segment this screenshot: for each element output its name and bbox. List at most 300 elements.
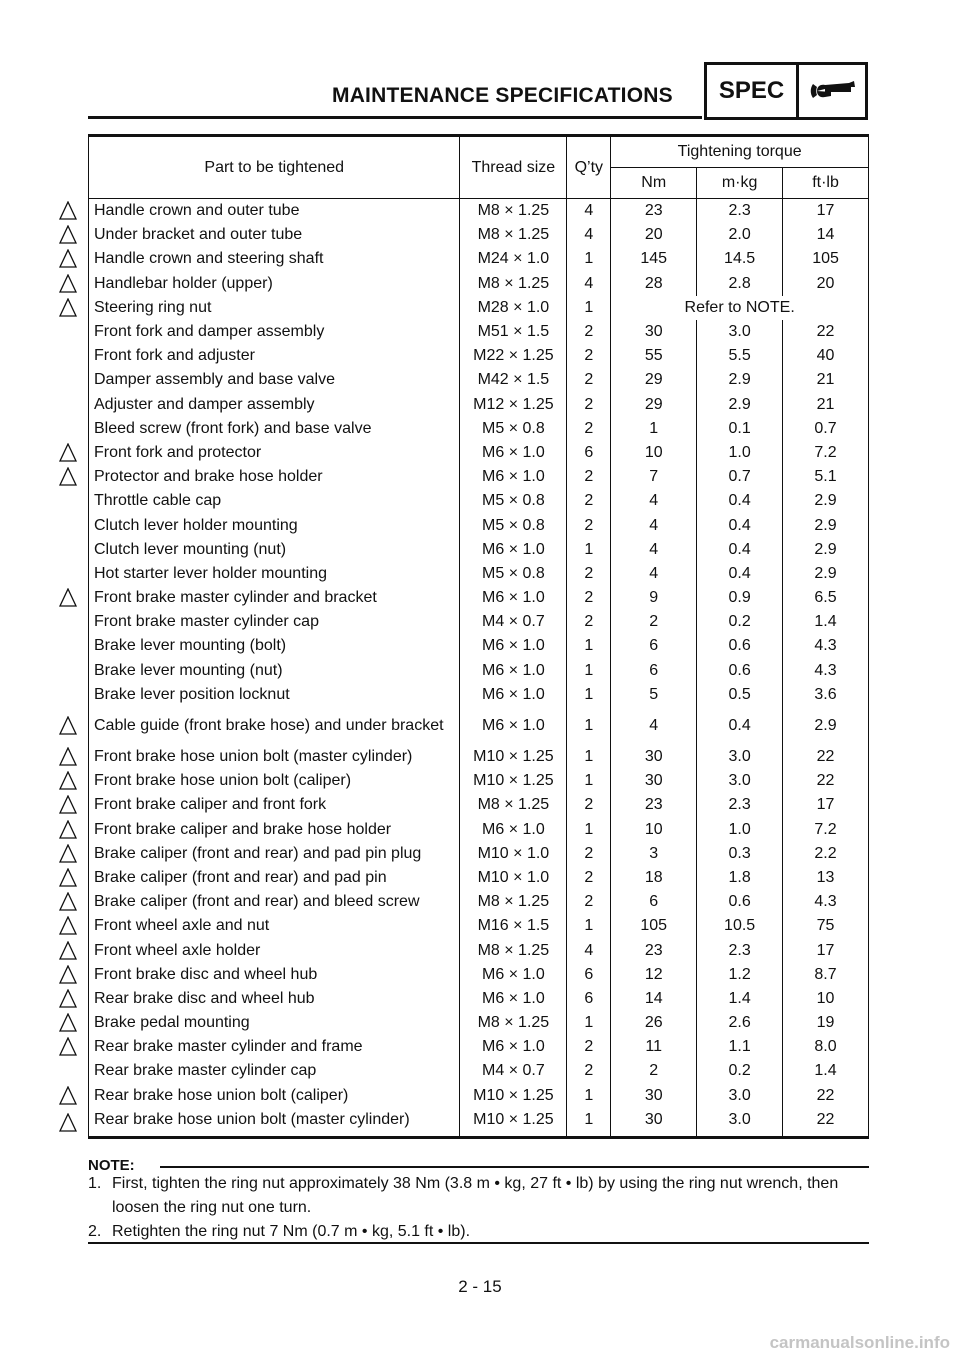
table-row	[89, 562, 869, 586]
cell-mkg: 1.8	[697, 866, 783, 890]
cell-nm: 4	[611, 489, 697, 513]
note-item-number: 2.	[88, 1223, 102, 1240]
cell-thread-size: M8 × 1.25	[460, 199, 567, 224]
cell-ftlb: 7.2	[783, 818, 869, 842]
cell-thread-size: M22 × 1.25	[460, 344, 567, 368]
cell-mkg: 3.0	[697, 745, 783, 769]
cell-qty: 1	[567, 538, 611, 562]
cell-mkg: 3.0	[697, 769, 783, 793]
lock-triangle-icon	[58, 467, 78, 487]
lock-triangle-icon	[58, 916, 78, 936]
table-row	[89, 247, 869, 271]
cell-part: Front fork and protector	[89, 441, 460, 465]
cell-nm: 11	[611, 1035, 697, 1059]
cell-qty: 1	[567, 659, 611, 683]
cell-nm: 6	[611, 890, 697, 914]
cell-ftlb: 17	[783, 938, 869, 962]
table-row	[89, 513, 869, 537]
note-item	[88, 1220, 873, 1244]
cell-thread-size: M6 × 1.0	[460, 1035, 567, 1059]
cell-ftlb: 40	[783, 344, 869, 368]
cell-qty: 2	[567, 610, 611, 634]
cell-mkg: 2.3	[697, 793, 783, 817]
cell-ftlb: 6.5	[783, 586, 869, 610]
cell-part: Rear brake master cylinder cap	[89, 1059, 460, 1083]
cell-ftlb: 8.7	[783, 963, 869, 987]
table-row	[89, 793, 869, 817]
cell-part: Handle crown and steering shaft	[89, 247, 460, 271]
cell-part: Brake lever mounting (nut)	[89, 659, 460, 683]
cell-ftlb: 4.3	[783, 659, 869, 683]
page-title: MAINTENANCE SPECIFICATIONS	[332, 84, 673, 107]
lock-triangle-icon	[58, 820, 78, 840]
lock-triangle-icon	[58, 249, 78, 269]
cell-thread-size: M28 × 1.0	[460, 296, 567, 320]
cell-mkg: 1.0	[697, 441, 783, 465]
table-body	[89, 199, 869, 1138]
cell-mkg: 0.4	[697, 513, 783, 537]
table-row	[89, 296, 869, 320]
lock-triangle-icon	[58, 588, 78, 608]
cell-qty: 2	[567, 393, 611, 417]
cell-nm: 23	[611, 938, 697, 962]
cell-mkg: 3.0	[697, 1108, 783, 1138]
lock-triangle-icon	[58, 1113, 78, 1133]
header-mkg: m·kg	[697, 168, 783, 199]
lock-triangle-icon	[58, 771, 78, 791]
cell-nm: 30	[611, 745, 697, 769]
cell-ftlb: 5.1	[783, 465, 869, 489]
cell-nm: 6	[611, 659, 697, 683]
table-row	[89, 914, 869, 938]
cell-qty: 6	[567, 987, 611, 1011]
cell-qty: 4	[567, 223, 611, 247]
cell-mkg: 1.4	[697, 987, 783, 1011]
cell-ftlb: 17	[783, 793, 869, 817]
note-item-text: First, tighten the ring nut approximately 38 Nm (3.8 m • kg, 27 ft • lb) by using the ring nut wrench, then loosen the ring nut one turn.	[112, 1175, 839, 1216]
cell-part: Front brake hose union bolt (caliper)	[89, 769, 460, 793]
cell-thread-size: M10 × 1.25	[460, 745, 567, 769]
cell-ftlb: 0.7	[783, 417, 869, 441]
cell-thread-size: M8 × 1.25	[460, 1011, 567, 1035]
cell-nm: 23	[611, 793, 697, 817]
note-item-text: Retighten the ring nut 7 Nm (0.7 m • kg, 5.1 ft • lb).	[112, 1223, 471, 1240]
cell-ftlb: 1.4	[783, 610, 869, 634]
note-item	[88, 1172, 873, 1220]
cell-nm: 1	[611, 417, 697, 441]
lock-triangle-icon	[58, 1086, 78, 1106]
cell-nm: 4	[611, 707, 697, 745]
cell-ftlb: 22	[783, 320, 869, 344]
note-rule-top	[160, 1166, 869, 1168]
table-row	[89, 417, 869, 441]
lock-triangle-icon	[58, 1037, 78, 1057]
cell-nm: 30	[611, 320, 697, 344]
cell-thread-size: M6 × 1.0	[460, 818, 567, 842]
cell-thread-size: M6 × 1.0	[460, 465, 567, 489]
cell-nm: 26	[611, 1011, 697, 1035]
cell-mkg: 0.6	[697, 890, 783, 914]
cell-qty: 1	[567, 818, 611, 842]
lock-triangle-icon	[58, 965, 78, 985]
table-row	[89, 344, 869, 368]
note-item-number: 1.	[88, 1175, 102, 1192]
cell-nm: 55	[611, 344, 697, 368]
cell-nm: 9	[611, 586, 697, 610]
note-rule-bottom	[88, 1242, 869, 1244]
cell-nm: 6	[611, 634, 697, 658]
cell-ftlb: 19	[783, 1011, 869, 1035]
torque-spec-table	[88, 134, 869, 1139]
cell-thread-size: M5 × 0.8	[460, 562, 567, 586]
cell-part: Brake caliper (front and rear) and bleed screw	[89, 890, 460, 914]
cell-nm: 12	[611, 963, 697, 987]
cell-thread-size: M6 × 1.0	[460, 441, 567, 465]
cell-nm: 4	[611, 562, 697, 586]
cell-ftlb: 2.9	[783, 562, 869, 586]
cell-part: Front brake hose union bolt (master cylinder)	[89, 745, 460, 769]
cell-part: Handle crown and outer tube	[89, 199, 460, 224]
cell-qty: 2	[567, 344, 611, 368]
cell-part: Clutch lever mounting (nut)	[89, 538, 460, 562]
cell-qty: 1	[567, 1011, 611, 1035]
cell-nm: 30	[611, 1084, 697, 1108]
cell-nm: 28	[611, 272, 697, 296]
cell-thread-size: M6 × 1.0	[460, 987, 567, 1011]
lock-triangle-icon	[58, 298, 78, 318]
cell-thread-size: M6 × 1.0	[460, 634, 567, 658]
cell-part: Adjuster and damper assembly	[89, 393, 460, 417]
cell-qty: 1	[567, 1108, 611, 1138]
cell-qty: 1	[567, 769, 611, 793]
cell-refer-note: Refer to NOTE.	[611, 296, 869, 320]
cell-part: Front wheel axle and nut	[89, 914, 460, 938]
cell-part: Handlebar holder (upper)	[89, 272, 460, 296]
cell-mkg: 2.9	[697, 393, 783, 417]
cell-part: Front brake caliper and brake hose holder	[89, 818, 460, 842]
cell-nm: 10	[611, 441, 697, 465]
cell-part: Front fork and damper assembly	[89, 320, 460, 344]
cell-nm: 20	[611, 223, 697, 247]
cell-thread-size: M10 × 1.25	[460, 1108, 567, 1138]
table-row	[89, 938, 869, 962]
cell-thread-size: M8 × 1.25	[460, 938, 567, 962]
cell-qty: 1	[567, 247, 611, 271]
cell-ftlb: 10	[783, 987, 869, 1011]
cell-thread-size: M10 × 1.0	[460, 866, 567, 890]
table-row	[89, 842, 869, 866]
header-qty: Q’ty	[567, 136, 611, 199]
cell-qty: 1	[567, 745, 611, 769]
cell-part: Bleed screw (front fork) and base valve	[89, 417, 460, 441]
cell-thread-size: M51 × 1.5	[460, 320, 567, 344]
cell-qty: 1	[567, 683, 611, 707]
cell-qty: 6	[567, 963, 611, 987]
cell-ftlb: 1.4	[783, 1059, 869, 1083]
cell-mkg: 14.5	[697, 247, 783, 271]
cell-nm: 14	[611, 987, 697, 1011]
cell-nm: 4	[611, 538, 697, 562]
cell-mkg: 2.0	[697, 223, 783, 247]
table-row	[89, 272, 869, 296]
table-row	[89, 659, 869, 683]
cell-qty: 1	[567, 1084, 611, 1108]
table-row	[89, 465, 869, 489]
cell-mkg: 0.2	[697, 610, 783, 634]
cell-nm: 7	[611, 465, 697, 489]
table-row	[89, 199, 869, 224]
cell-thread-size: M6 × 1.0	[460, 707, 567, 745]
cell-thread-size: M5 × 0.8	[460, 489, 567, 513]
cell-nm: 2	[611, 610, 697, 634]
cell-nm: 4	[611, 513, 697, 537]
cell-mkg: 0.6	[697, 659, 783, 683]
cell-part: Front brake disc and wheel hub	[89, 963, 460, 987]
table-row	[89, 1035, 869, 1059]
cell-ftlb: 22	[783, 745, 869, 769]
spec-badge	[704, 62, 868, 120]
cell-qty: 2	[567, 417, 611, 441]
note-label: NOTE:	[88, 1157, 135, 1174]
cell-mkg: 0.9	[697, 586, 783, 610]
cell-thread-size: M6 × 1.0	[460, 586, 567, 610]
cell-mkg: 0.4	[697, 562, 783, 586]
note-list	[88, 1172, 873, 1244]
cell-part: Front fork and adjuster	[89, 344, 460, 368]
cell-mkg: 2.8	[697, 272, 783, 296]
table-row	[89, 441, 869, 465]
cell-mkg: 5.5	[697, 344, 783, 368]
cell-part: Rear brake disc and wheel hub	[89, 987, 460, 1011]
cell-nm: 145	[611, 247, 697, 271]
cell-mkg: 1.0	[697, 818, 783, 842]
cell-mkg: 0.1	[697, 417, 783, 441]
page-number: 2 - 15	[458, 1277, 502, 1296]
cell-part: Cable guide (front brake hose) and under bracket	[89, 707, 460, 745]
table-row	[89, 745, 869, 769]
cell-ftlb: 2.9	[783, 489, 869, 513]
cell-mkg: 2.3	[697, 199, 783, 224]
cell-qty: 1	[567, 296, 611, 320]
cell-mkg: 0.7	[697, 465, 783, 489]
cell-mkg: 0.4	[697, 538, 783, 562]
cell-mkg: 2.3	[697, 938, 783, 962]
cell-ftlb: 8.0	[783, 1035, 869, 1059]
lock-triangle-icon	[58, 747, 78, 767]
cell-nm: 30	[611, 769, 697, 793]
cell-mkg: 0.3	[697, 842, 783, 866]
cell-qty: 2	[567, 890, 611, 914]
cell-thread-size: M4 × 0.7	[460, 610, 567, 634]
lock-triangle-icon	[58, 225, 78, 245]
cell-part: Front brake caliper and front fork	[89, 793, 460, 817]
cell-ftlb: 14	[783, 223, 869, 247]
cell-qty: 2	[567, 513, 611, 537]
cell-qty: 1	[567, 914, 611, 938]
cell-thread-size: M12 × 1.25	[460, 393, 567, 417]
cell-nm: 5	[611, 683, 697, 707]
table-row	[89, 610, 869, 634]
cell-ftlb: 2.9	[783, 513, 869, 537]
cell-ftlb: 7.2	[783, 441, 869, 465]
cell-qty: 2	[567, 562, 611, 586]
cell-thread-size: M10 × 1.25	[460, 769, 567, 793]
cell-part: Protector and brake hose holder	[89, 465, 460, 489]
cell-mkg: 0.4	[697, 707, 783, 745]
table-row	[89, 987, 869, 1011]
table-row	[89, 683, 869, 707]
header-ftlb: ft·lb	[783, 168, 869, 199]
cell-ftlb: 22	[783, 769, 869, 793]
table-row	[89, 489, 869, 513]
cell-thread-size: M6 × 1.0	[460, 963, 567, 987]
cell-part: Front wheel axle holder	[89, 938, 460, 962]
cell-ftlb: 2.2	[783, 842, 869, 866]
lock-triangle-icon	[58, 201, 78, 221]
cell-ftlb: 22	[783, 1084, 869, 1108]
lock-triangle-icon	[58, 989, 78, 1009]
cell-thread-size: M8 × 1.25	[460, 793, 567, 817]
cell-qty: 4	[567, 938, 611, 962]
cell-nm: 3	[611, 842, 697, 866]
cell-qty: 2	[567, 1059, 611, 1083]
lock-triangle-icon	[58, 443, 78, 463]
cell-ftlb: 21	[783, 368, 869, 392]
header-rule	[88, 116, 702, 119]
table-row	[89, 818, 869, 842]
lock-triangle-icon	[58, 844, 78, 864]
lock-triangle-icon	[58, 892, 78, 912]
lock-triangle-icon	[58, 274, 78, 294]
cell-mkg: 2.9	[697, 368, 783, 392]
cell-ftlb: 17	[783, 199, 869, 224]
cell-part: Brake caliper (front and rear) and pad pin	[89, 866, 460, 890]
table-row	[89, 538, 869, 562]
cell-thread-size: M16 × 1.5	[460, 914, 567, 938]
cell-qty: 2	[567, 320, 611, 344]
cell-part: Brake pedal mounting	[89, 1011, 460, 1035]
table-row	[89, 393, 869, 417]
cell-qty: 1	[567, 634, 611, 658]
table-row	[89, 769, 869, 793]
table-row	[89, 1108, 869, 1138]
table-row	[89, 320, 869, 344]
table-row	[89, 1059, 869, 1083]
table-row	[89, 963, 869, 987]
header-nm: Nm	[611, 168, 697, 199]
cell-part: Clutch lever holder mounting	[89, 513, 460, 537]
cell-part: Damper assembly and base valve	[89, 368, 460, 392]
cell-ftlb: 2.9	[783, 538, 869, 562]
cell-mkg: 0.4	[697, 489, 783, 513]
cell-ftlb: 22	[783, 1108, 869, 1138]
header-thread-size: Thread size	[460, 136, 567, 199]
table-row	[89, 707, 869, 745]
cell-ftlb: 105	[783, 247, 869, 271]
cell-ftlb: 4.3	[783, 890, 869, 914]
spec-badge-label: SPEC	[707, 65, 799, 117]
table-row	[89, 890, 869, 914]
lock-triangle-icon	[58, 941, 78, 961]
cell-mkg: 1.1	[697, 1035, 783, 1059]
cell-mkg: 0.5	[697, 683, 783, 707]
cell-qty: 2	[567, 489, 611, 513]
cell-nm: 23	[611, 199, 697, 224]
watermark: carmanualsonline.info	[769, 1333, 950, 1352]
cell-thread-size: M10 × 1.25	[460, 1084, 567, 1108]
cell-mkg: 0.2	[697, 1059, 783, 1083]
cell-part: Brake caliper (front and rear) and pad pin plug	[89, 842, 460, 866]
cell-mkg: 3.0	[697, 320, 783, 344]
cell-mkg: 0.6	[697, 634, 783, 658]
cell-ftlb: 21	[783, 393, 869, 417]
table-row	[89, 223, 869, 247]
cell-nm: 105	[611, 914, 697, 938]
cell-ftlb: 2.9	[783, 707, 869, 745]
cell-part: Rear brake hose union bolt (master cylinder)	[89, 1108, 460, 1138]
cell-part: Throttle cable cap	[89, 489, 460, 513]
cell-nm: 29	[611, 368, 697, 392]
cell-qty: 2	[567, 1035, 611, 1059]
cell-thread-size: M6 × 1.0	[460, 659, 567, 683]
cell-nm: 10	[611, 818, 697, 842]
cell-thread-size: M42 × 1.5	[460, 368, 567, 392]
table-row	[89, 1011, 869, 1035]
cell-nm: 2	[611, 1059, 697, 1083]
cell-part: Rear brake master cylinder and frame	[89, 1035, 460, 1059]
cell-part: Under bracket and outer tube	[89, 223, 460, 247]
cell-qty: 2	[567, 465, 611, 489]
cell-ftlb: 3.6	[783, 683, 869, 707]
cell-thread-size: M8 × 1.25	[460, 272, 567, 296]
cell-ftlb: 13	[783, 866, 869, 890]
header-tightening-torque: Tightening torque	[611, 136, 869, 168]
cell-qty: 4	[567, 272, 611, 296]
cell-ftlb: 4.3	[783, 634, 869, 658]
lock-triangle-icon	[58, 1013, 78, 1033]
table-row	[89, 634, 869, 658]
table-row	[89, 866, 869, 890]
cell-part: Front brake master cylinder cap	[89, 610, 460, 634]
header-part: Part to be tightened	[89, 136, 460, 199]
cell-nm: 29	[611, 393, 697, 417]
cell-thread-size: M8 × 1.25	[460, 890, 567, 914]
cell-nm: 18	[611, 866, 697, 890]
cell-thread-size: M10 × 1.0	[460, 842, 567, 866]
cell-thread-size: M5 × 0.8	[460, 513, 567, 537]
cell-qty: 2	[567, 793, 611, 817]
cell-qty: 2	[567, 586, 611, 610]
table-row	[89, 368, 869, 392]
cell-part: Brake lever mounting (bolt)	[89, 634, 460, 658]
cell-qty: 2	[567, 842, 611, 866]
cell-ftlb: 75	[783, 914, 869, 938]
cell-nm: 30	[611, 1108, 697, 1138]
cell-qty: 6	[567, 441, 611, 465]
cell-thread-size: M24 × 1.0	[460, 247, 567, 271]
cell-mkg: 3.0	[697, 1084, 783, 1108]
table-row	[89, 1084, 869, 1108]
cell-part: Rear brake hose union bolt (caliper)	[89, 1084, 460, 1108]
cell-qty: 2	[567, 368, 611, 392]
lock-triangle-icon	[58, 716, 78, 736]
wrench-icon	[799, 65, 865, 117]
cell-thread-size: M8 × 1.25	[460, 223, 567, 247]
cell-part: Steering ring nut	[89, 296, 460, 320]
cell-thread-size: M4 × 0.7	[460, 1059, 567, 1083]
lock-triangle-icon	[58, 868, 78, 888]
cell-part: Brake lever position locknut	[89, 683, 460, 707]
